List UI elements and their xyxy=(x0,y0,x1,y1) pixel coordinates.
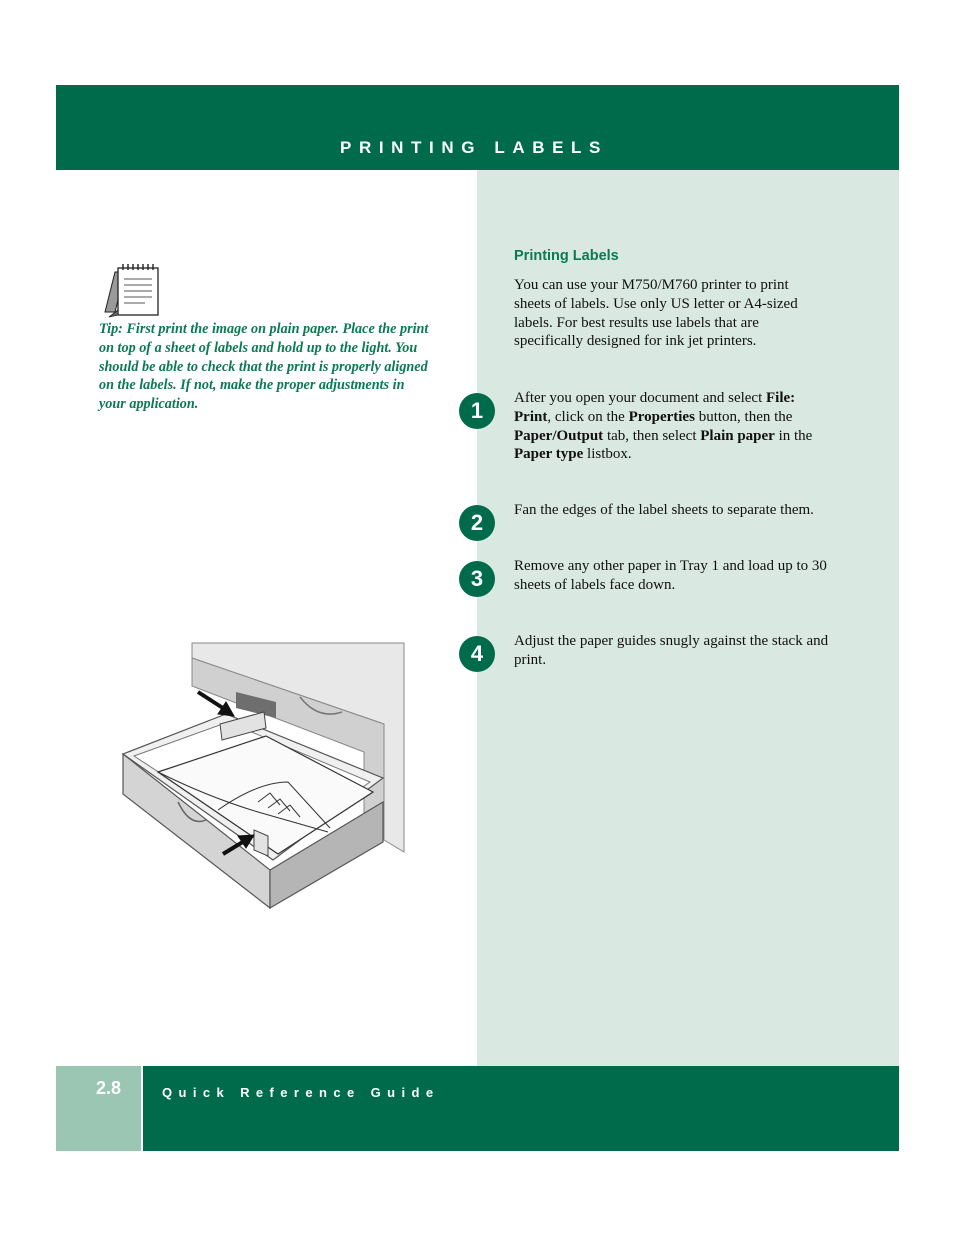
step-1-text-part: button, then the xyxy=(694,408,793,425)
step-2-badge: 2 xyxy=(459,505,495,541)
footer-band xyxy=(143,1066,899,1151)
notepad-icon xyxy=(103,262,163,320)
step-3-badge: 3 xyxy=(459,561,495,597)
printer-tray-illustration xyxy=(118,642,408,910)
step-1-text-part: After you open your document and select xyxy=(514,390,767,406)
tip-text: Tip: First print the image on plain paper. Place the print on top of a sheet of labels and hold up to the light. You should be able to check that the print is properly aligned on the labels. If not, make the proper adjustments in your application. xyxy=(99,321,429,413)
step-3-text: Remove any other paper in Tray 1 and load up to 30 sheets of labels face down. xyxy=(514,558,827,593)
step-1-text-part: listbox. xyxy=(583,446,632,463)
step-1-paper-output-tab-ref: Paper/Output xyxy=(514,427,604,444)
step-1-menu-file-print: File: Print xyxy=(514,390,796,425)
section-heading: Printing Labels xyxy=(514,248,619,264)
page-title: PRINTING LABELS xyxy=(340,138,608,157)
step-1-text xyxy=(514,389,832,464)
step-1-plain-paper-ref: Plain paper xyxy=(700,427,775,444)
step-1-paper-type-ref: Paper type xyxy=(514,446,584,463)
step-2-text: Fan the edges of the label sheets to separate them. xyxy=(514,502,814,518)
intro-paragraph: You can use your M750/M760 printer to print sheets of labels. Use only US letter or A4-sized labels. For best results use labels that are specifically designed for ink jet printers. xyxy=(514,277,798,350)
page-number: 2.8 xyxy=(96,1078,122,1098)
step-1-text-part: , click on the xyxy=(547,408,629,425)
step-1-text-part: in the xyxy=(774,427,813,444)
step-1-properties-button-ref: Properties xyxy=(628,408,695,425)
step-1-badge: 1 xyxy=(459,393,495,429)
step-1-text-part: tab, then select xyxy=(603,427,701,444)
step-4-text: Adjust the paper guides snugly against the stack and print. xyxy=(514,633,829,668)
footer-title: Quick Reference Guide xyxy=(162,1085,440,1100)
step-4-badge: 4 xyxy=(459,636,495,672)
